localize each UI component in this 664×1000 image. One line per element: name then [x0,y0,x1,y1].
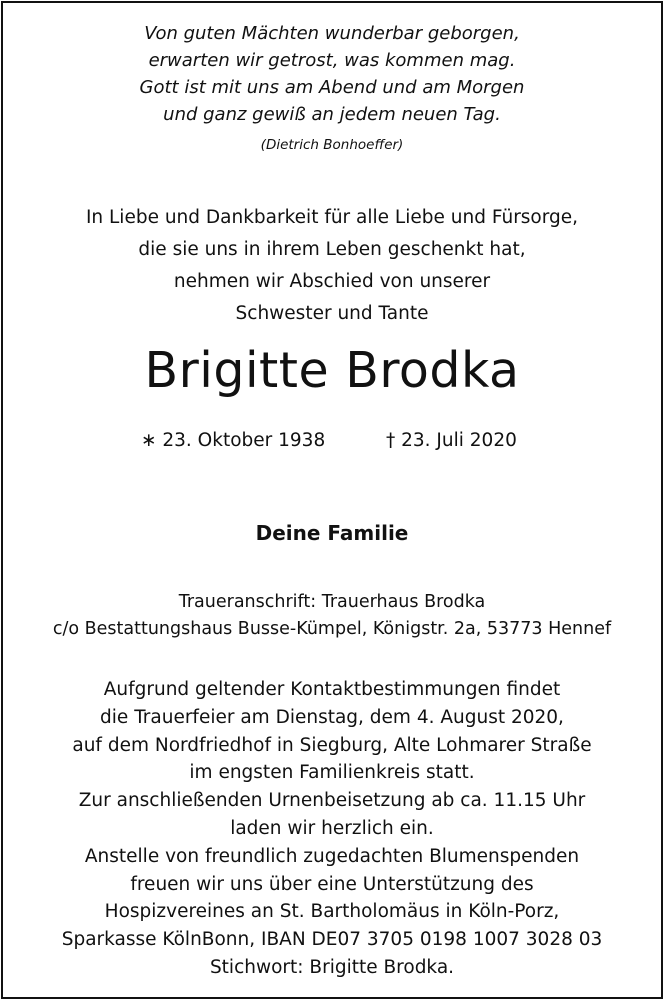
notice-line: freuen wir uns über eine Unterstützung des [130,873,534,895]
notice-line: Sparkasse KölnBonn, IBAN DE07 3705 0198 1007 3028 03 [61,929,603,951]
mourning-address [3,589,661,643]
notice-line: Stichwort: Brigitte Brodka. [209,956,455,978]
poem-line: und ganz gewiß an jedem neuen Tag. [163,104,501,125]
notice-line: auf dem Nordfriedhof in Siegburg, Alte Lohmarer Straße [72,734,592,756]
family-signature: Deine Familie [255,521,409,545]
notice-line: Zur anschließenden Urnenbeisetzung ab ca. 11.15 Uhr [78,790,586,812]
birth-date: ∗ 23. Oktober 1938 [141,430,326,451]
notice-line: Hospizvereines an St. Bartholomäus in Köln-Porz, [104,901,560,923]
intro-text [3,202,661,330]
obituary-notice [1,1,663,999]
poem-line: Gott ist mit uns am Abend und am Morgen [139,77,525,98]
death-date: † 23. Juli 2020 [386,430,517,451]
address-line: c/o Bestattungshaus Busse-Kümpel, Königstr. 2a, 53773 Hennef [52,619,612,639]
notice-line: im engsten Familienkreis statt. [189,762,475,784]
poem-attribution: (Dietrich Bonhoeffer) [260,137,404,153]
intro-line: nehmen wir Abschied von unserer [173,271,491,292]
poem-line: Von guten Mächten wunderbar geborgen, [144,23,520,44]
notice-line: die Trauerfeier am Dienstag, dem 4. August 2020, [100,706,564,728]
intro-line: Schwester und Tante [235,303,429,324]
notice-line: Anstelle von freundlich zugedachten Blumenspenden [84,845,580,867]
bonhoeffer-poem [3,20,661,155]
intro-line: die sie uns in ihrem Leben geschenkt hat, [138,239,526,260]
poem-line: erwarten wir getrost, was kommen mag. [148,50,516,71]
notice-line: laden wir herzlich ein. [230,817,434,839]
address-line: Traueranschrift: Trauerhaus Brodka [178,592,486,612]
intro-line: In Liebe und Dankbarkeit für alle Liebe und Fürsorge, [85,207,579,228]
deceased-name: Brigitte Brodka [144,342,520,399]
funeral-notice [3,676,661,982]
notice-line: Aufgrund geltender Kontaktbestimmungen findet [103,679,561,700]
